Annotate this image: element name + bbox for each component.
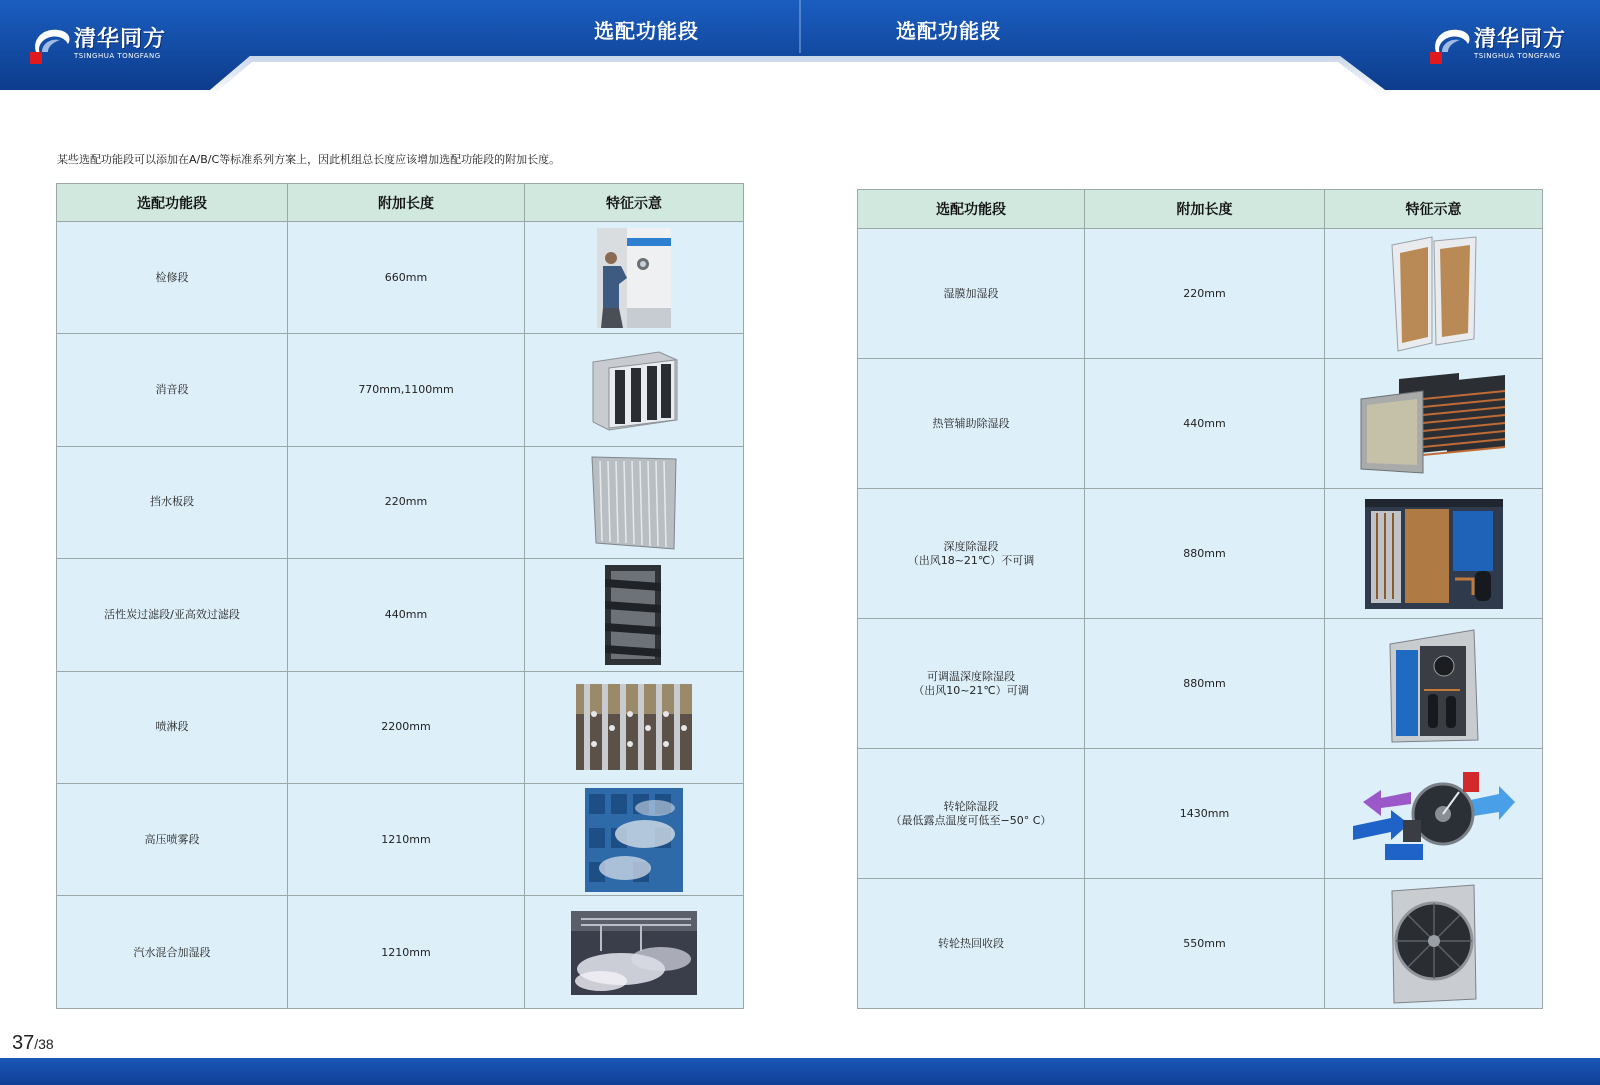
section-note: （最低露点温度可低至−50° C）: [890, 813, 1052, 827]
column-header-section: 选配功能段: [57, 184, 288, 221]
section-length: 2200mm: [288, 672, 525, 783]
section-name: 检修段: [57, 222, 288, 333]
company-logo-left: [28, 22, 166, 66]
table-row: [858, 619, 1542, 749]
section-length: 880mm: [1085, 619, 1325, 748]
section-length: 1210mm: [288, 784, 525, 895]
section-name-cell: [858, 619, 1085, 748]
section-illustration: [525, 447, 743, 558]
column-header-illustration: 特征示意: [1405, 202, 1462, 218]
column-header-section: 选配功能段: [858, 190, 1085, 228]
section-name: 湿膜加湿段: [943, 286, 999, 300]
section-illustration: [525, 896, 743, 1008]
desiccant-wheel-diagram: [1351, 762, 1517, 866]
table-row: [57, 334, 743, 446]
section-length: 1430mm: [1085, 749, 1325, 878]
section-name: 热管辅助除湿段: [932, 416, 1010, 430]
section-length: 770mm,1100mm: [288, 334, 525, 445]
section-name-cell: [858, 489, 1085, 618]
company-logo-right: [1428, 22, 1566, 66]
optional-sections-table-left: [56, 183, 744, 1009]
section-name: 高压喷雾段: [57, 784, 288, 895]
table-row: [858, 229, 1542, 359]
table-header: [57, 184, 743, 222]
page-total: /38: [34, 1036, 54, 1052]
intro-text: 某些选配功能段可以添加在A/B/C等标准系列方案上，因此机组总长度应该增加选配功能段的附加长度。: [57, 153, 561, 166]
section-name: 消音段: [57, 334, 288, 445]
footer-band: [0, 1058, 1600, 1085]
water-eliminator-photo: [590, 453, 678, 551]
deep-dehumidifier-photo: [1365, 499, 1503, 609]
spray-section-photo: [576, 684, 692, 770]
section-name-cell: [858, 359, 1085, 488]
high-pressure-spray-photo: [585, 788, 683, 892]
logo-english-name: TSINGHUA TONGFANG: [1474, 51, 1561, 60]
table-row: [57, 896, 743, 1008]
section-illustration: [1325, 359, 1542, 488]
column-header-illustration: 特征示意: [606, 195, 662, 212]
section-length: 440mm: [1085, 359, 1325, 488]
section-length: 880mm: [1085, 489, 1325, 618]
table-row: [57, 559, 743, 671]
section-length: 550mm: [1085, 879, 1325, 1009]
section-note: （出风18~21℃）不可调: [907, 553, 1035, 567]
section-illustration: [525, 784, 743, 895]
logo-chinese-name: 清华同方: [1474, 26, 1567, 52]
section-name: 汽水混合加湿段: [57, 896, 288, 1008]
section-length: 1210mm: [288, 896, 525, 1008]
logo-mark-icon: [1428, 22, 1472, 66]
section-name: 深度除湿段: [943, 539, 999, 553]
section-length: 220mm: [1085, 229, 1325, 358]
table-row: [57, 222, 743, 334]
section-length: 660mm: [288, 222, 525, 333]
section-illustration: [1325, 229, 1542, 358]
section-illustration: [525, 334, 743, 445]
section-note: （出风10~21℃）可调: [913, 683, 1029, 697]
table-row: [57, 672, 743, 784]
heat-pipe-dehumidifier-photo: [1359, 369, 1509, 479]
section-name: 喷淋段: [57, 672, 288, 783]
page-title-right: 选配功能段: [896, 19, 1001, 43]
carbon-filter-photo: [601, 563, 667, 667]
header-band: [0, 0, 1600, 96]
table-row: [57, 784, 743, 896]
page-number: [12, 1032, 54, 1055]
steam-water-humidifier-photo: [571, 911, 697, 995]
silencer-section-photo: [589, 348, 679, 432]
logo-mark-icon: [28, 22, 72, 66]
logo-english-name: TSINGHUA TONGFANG: [74, 51, 161, 60]
section-name: 可调温深度除湿段: [927, 669, 1015, 683]
logo-chinese-name: 清华同方: [74, 26, 167, 52]
adjustable-dehumidifier-photo: [1388, 624, 1480, 744]
heat-recovery-wheel-photo: [1388, 883, 1480, 1005]
section-illustration: [1325, 489, 1542, 618]
section-name: 挡水板段: [57, 447, 288, 558]
section-length: 440mm: [288, 559, 525, 670]
section-illustration: [1325, 619, 1542, 748]
header-background: [0, 0, 1600, 96]
table-row: [57, 447, 743, 559]
section-name: 转轮除湿段: [943, 799, 999, 813]
section-illustration: [525, 559, 743, 670]
section-illustration: [1325, 879, 1542, 1009]
table-row: [858, 749, 1542, 879]
section-name: 转轮热回收段: [938, 937, 1004, 950]
section-name-cell: [858, 229, 1085, 358]
wet-film-humidifier-photo: [1388, 235, 1480, 353]
maintenance-section-photo: [597, 228, 671, 328]
table-header: [858, 190, 1542, 229]
table-row: [858, 879, 1542, 1009]
section-name-cell: [858, 749, 1085, 878]
table-row: [858, 359, 1542, 489]
column-header-length: 附加长度: [1085, 190, 1325, 228]
section-length: 220mm: [288, 447, 525, 558]
table-row: [858, 489, 1542, 619]
section-name-cell: [858, 879, 1085, 1009]
optional-sections-table-right: [857, 189, 1543, 1009]
column-header-length: 附加长度: [288, 184, 525, 221]
section-illustration: [1325, 749, 1542, 878]
section-name: 活性炭过滤段/亚高效过滤段: [57, 559, 288, 670]
page-title-left: 选配功能段: [594, 19, 699, 43]
section-illustration: [525, 672, 743, 783]
page-current: 37: [12, 1032, 35, 1054]
section-illustration: [525, 222, 743, 333]
